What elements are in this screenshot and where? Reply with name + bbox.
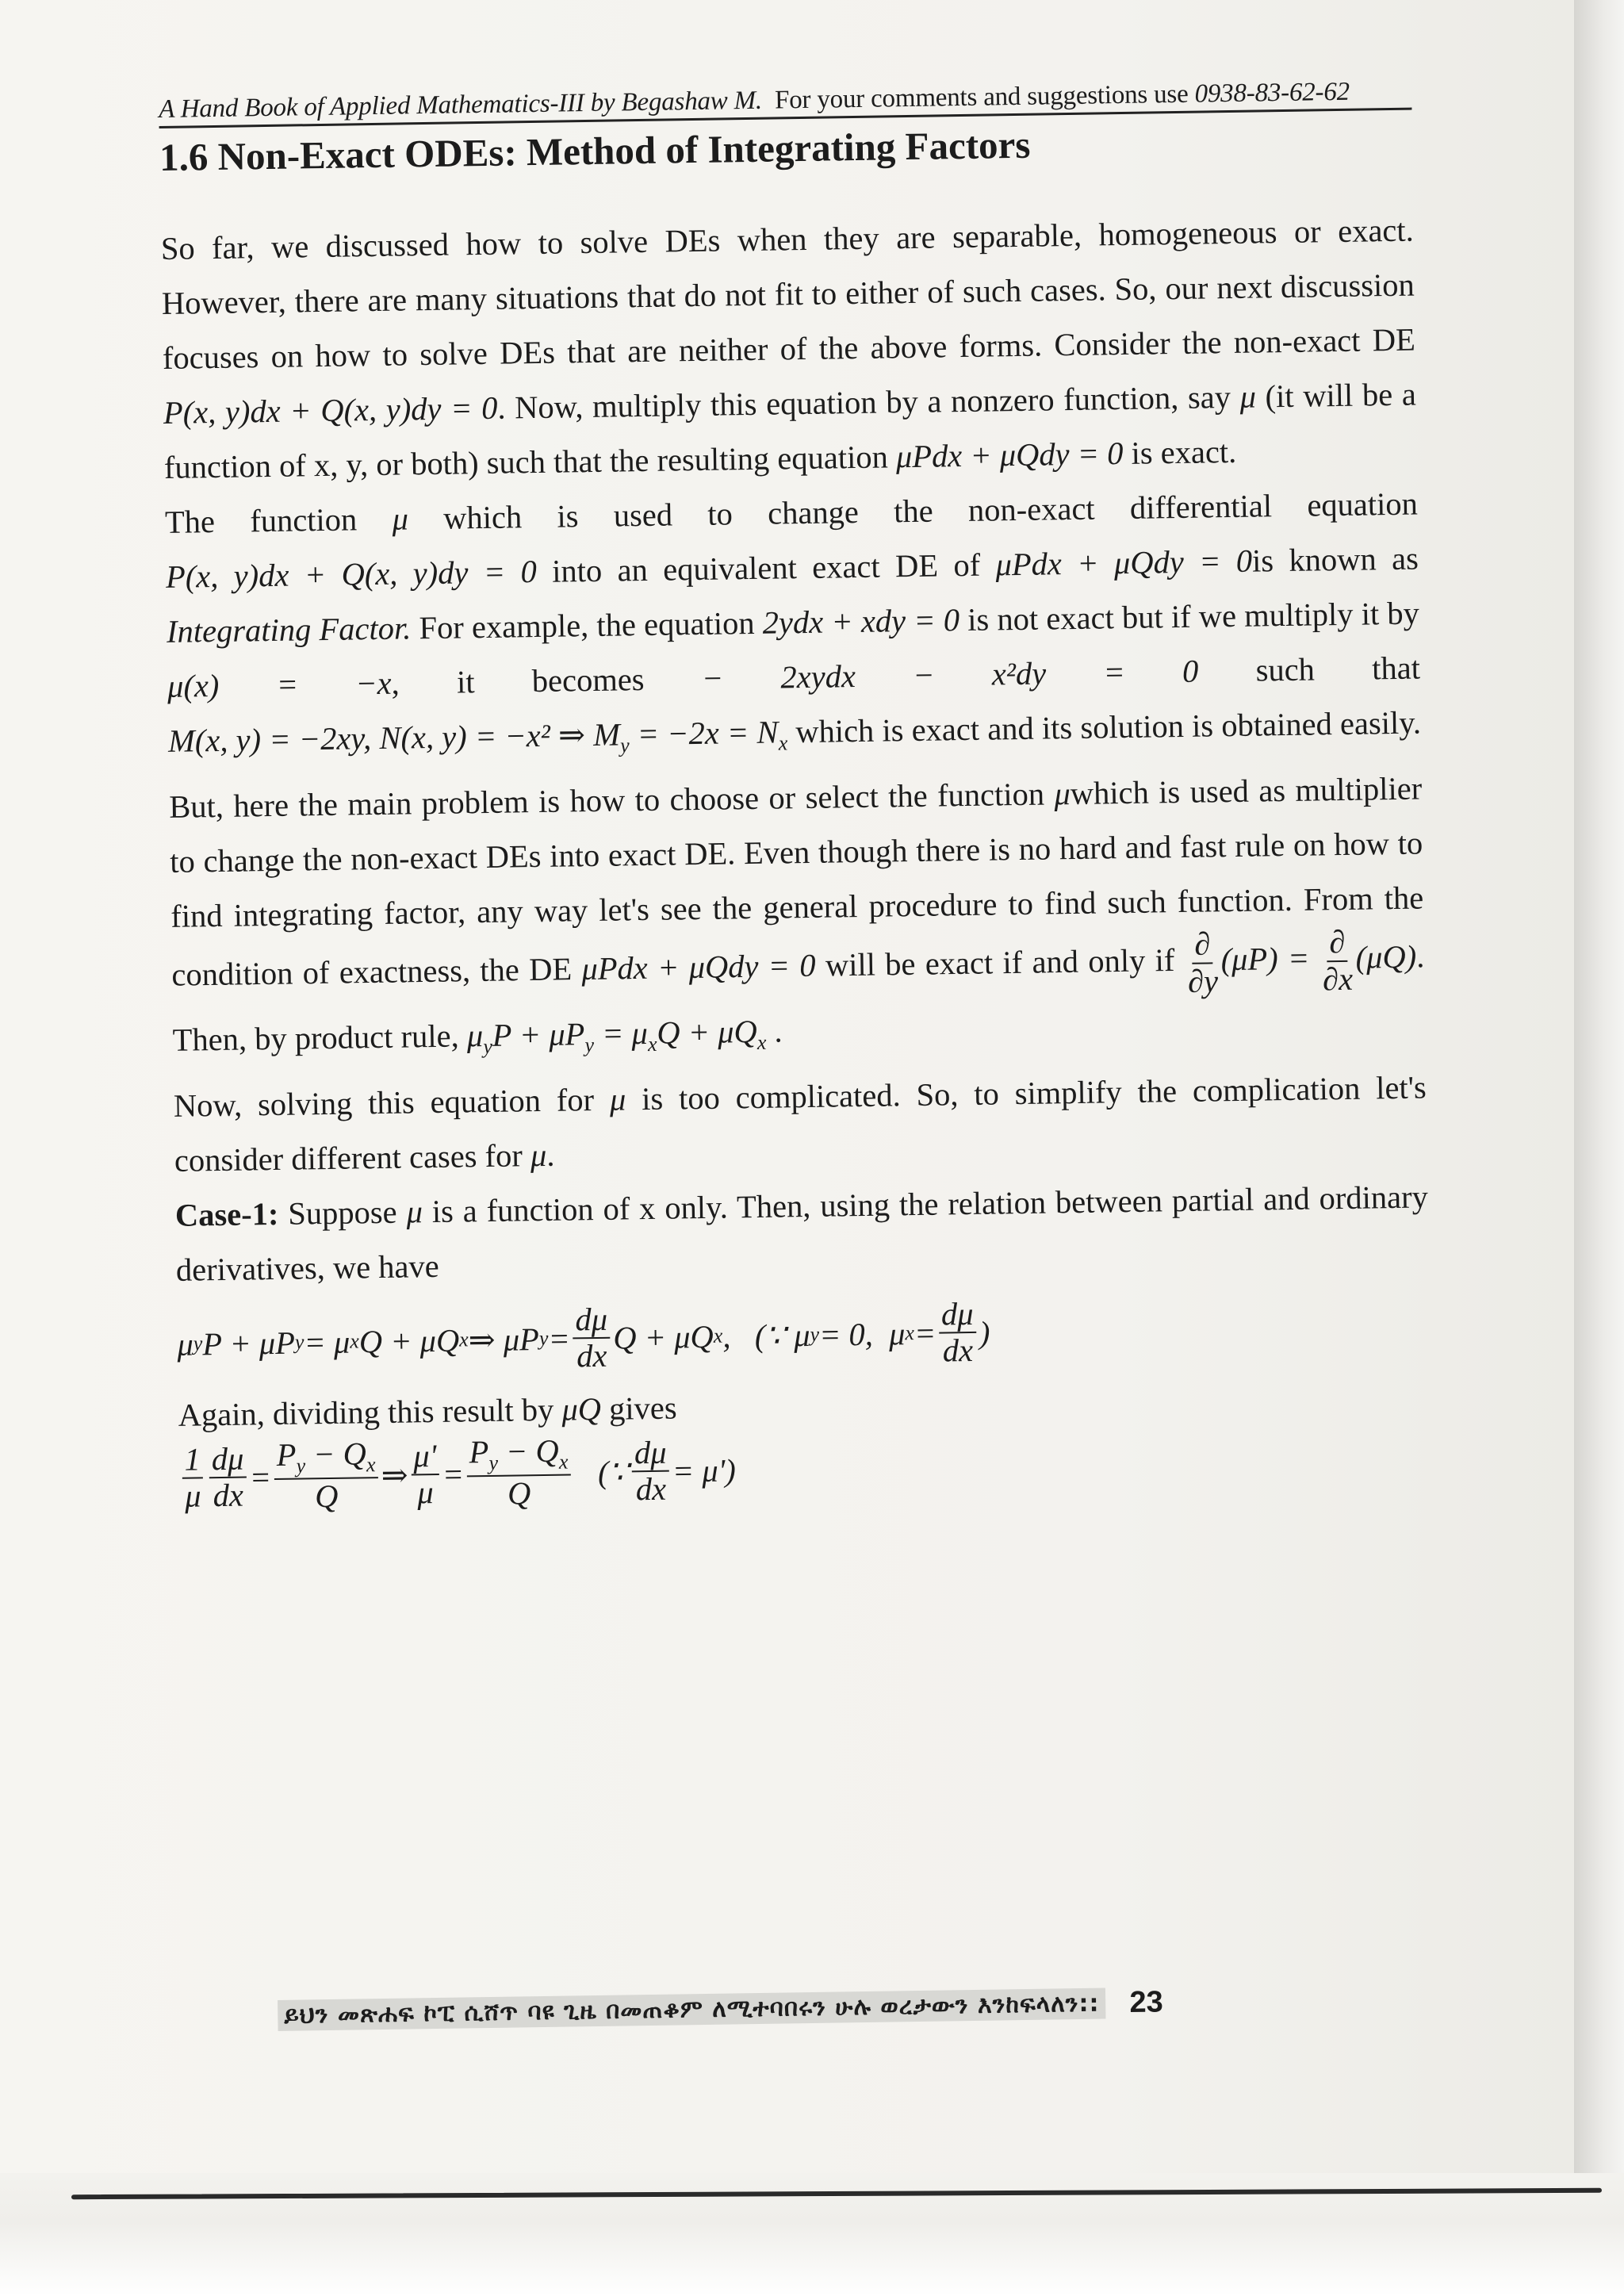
contact-text: For your comments and suggestions use [774,79,1189,115]
paragraph-complication: Now, solving this equation for μ is too complicated. So, to simplify the complication let's consider different cases for μ. [173,1069,1427,1179]
page-number: 23 [1129,1985,1164,2020]
equation-case-1-result: $\frac{1}{\mu}$ $\frac{d\mu}{dx}$ = $\frac{P_y - Q_x}{Q}$ ⇒ $\frac{\mu'}{\mu}$ = $\frac{P_y - Q_x}{Q}$ (∵ $\frac{d\mu}{dx}$ = μ') [178,1424,1432,1514]
paragraph-integrating-factor: The function μ which is used to change the non-exact differential equation P(x, y)dx + Q(x, y)dy = 0 into an equivalent exact DE of μPdx + μQdy = 0is known as Integrating Factor. For example, the equation 2ydx + xdy = 0 is not exact but if we multiply it by μ(x) = −x, it becomes − 2xydx − x²dy = 0 such that M(x, y) = −2xy, N(x, y) = −x² ⇒ $M_y = -2x = N_x$ which is exact and its solution is obtained easily. But, here the main problem is how to choose or select the function μwhich is used as multiplier to change the non-exact DEs into exact DE. Even though there is no hard and fast rule on how to find integrating factor, any way let's see the general procedure to find such function. From the condition of exactness, the DE μPdx + μQdy = 0 will be exact if and only if $\frac{\partial}{\partial y}$ (μP) = $\frac{\partial}{\partial x}$ (μQ). Then, by product rule, $\mu_yP + \mu P_y = \mu_xQ + \mu Q_x$ . [164,485,1425,1059]
footer-notice: ይህን መጽሐፍ ኮፒ ሲሸጥ ባዩ ጊዜ በመጠቆም ለሚተባበሩን ሁሉ ወረታውን እንከፍላለን:: [278,1988,1106,2031]
page-content [159,77,1433,1522]
paragraph-intro: So far, we discussed how to solve DEs when they are separable, homogeneous or exact. However, there are many situations that do not fit to either of such cases. So, our next discussion focuses on how to solve DEs that are neither of the above forms. Consider the non-exact DE P(x, y)dx + Q(x, y)dy = 0. Now, multiply this equation by a nonzero function, say μ (it will be a function of x, y, or both) such that the resulting equation μPdx + μQdy = 0 is exact. [160,212,1417,485]
integrating-factor-term: Integrating Factor. [166,610,412,650]
book-title: A Hand Book of Applied Mathematics-III by Begashaw M. [159,86,763,124]
exactness-condition: $\frac{\partial}{\partial y}$ (μP) = $\frac{\partial}{\partial x}$ (μQ) [1187,924,1417,999]
case-1-label: Case-1: [174,1196,279,1234]
page-edge-shadow [1574,0,1624,2296]
paragraph-dividing: Again, dividing this result by μQ gives [178,1389,677,1434]
equation-case-1-derivation: μ y P + μP y = μ x Q + μQ x ⇒ μP y = $\frac{d\mu}{dx}$ Q + μQ x , (∵ μ y = 0, μ x = $\frac{d\mu}{dx}$ ) [177,1295,990,1374]
section-title: 1.6 Non-Exact ODEs: Method of Integrating Factors [159,122,1031,179]
phone-number: 0938-83-62-62 [1194,77,1350,109]
product-rule-equation: $\mu_yP + \mu P_y = \mu_xQ + \mu Q_x$ [466,1014,767,1059]
paragraph-case-1: Case-1: Suppose μ is a function of x only. Then, using the relation between partial and ordinary derivatives, we have [174,1179,1429,1289]
